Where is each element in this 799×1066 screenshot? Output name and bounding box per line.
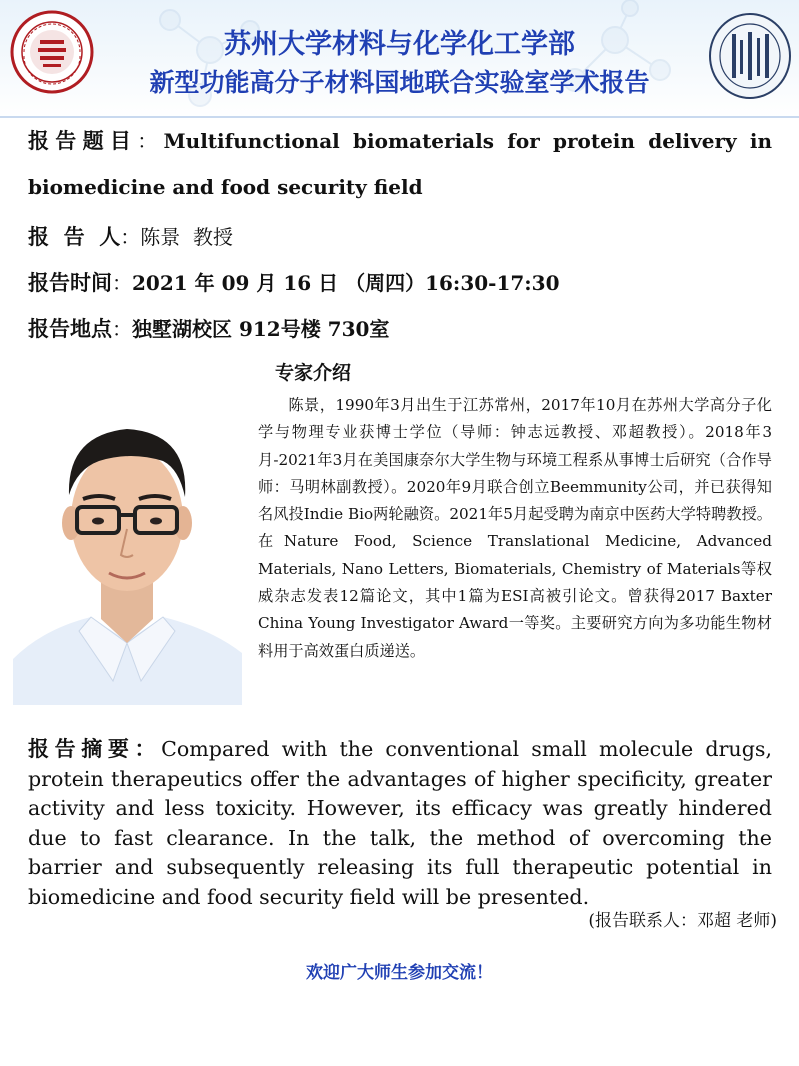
time-text: 2021 年 09 月 16 日 （周四）16:30-17:30: [132, 271, 560, 295]
report-place: [28, 313, 389, 343]
abstract-label: 报告摘要：: [28, 737, 162, 761]
report-topic: [28, 118, 772, 210]
expert-bio: 陈景，1990年3月出生于江苏常州，2017年10月在苏州大学高分子化学与物理专业获博士学位（导师：钟志远教授、邓超教授）。2018年3月-2021年3月在美国康奈尔大学生物与环境工程系从事博士后研究（合作导师：马明林副教授）。2020年9月联合创立Beemmunity公司，并已获得知名风投Indie Bio两轮融资。2021年5月起受聘为南京中医药大学特聘教授。在Nature Food, Science Translational Medicine, Advanced Materials, Nano Letters, Biomaterials, Chemistry of Materials等权威杂志发表12篇论文，其中1篇为ESI高被引论文。曾获得2017 Baxter China Young Investigator Award一等奖。主要研究方向为多功能生物材料用于高效蛋白质递送。: [258, 396, 772, 660]
speaker-text: 陈景 教授: [140, 225, 233, 249]
time-separator: ：: [112, 271, 132, 295]
place-text: 独墅湖校区 912号楼 730室: [132, 317, 390, 341]
speaker-photo: [13, 391, 242, 705]
place-separator: ：: [112, 317, 132, 341]
topic-separator: ：: [137, 129, 164, 153]
speaker-label: 报 告 人: [28, 225, 121, 249]
expert-section-title: 专家介绍: [275, 362, 352, 384]
report-speaker: [28, 221, 233, 251]
place-label: 报告地点: [28, 317, 112, 341]
report-time: [28, 267, 560, 297]
topic-label: 报告题目: [28, 129, 138, 153]
abstract-text: Compared with the conventional small molecule drugs, protein therapeutics offer the advantages of higher specificity, greater activity and less toxicity. However, its efficacy was greatly hindered due to fast clearance. In the talk, the method of overcoming the barrier and subsequently releasing its full therapeutic potential in biomedicine and food security field will be presented.: [28, 737, 772, 909]
time-label: 报告时间: [28, 271, 112, 295]
report-abstract: [28, 735, 772, 913]
header-title-line1: 苏州大学材料与化学化工学部: [224, 29, 575, 60]
speaker-separator: ：: [120, 225, 141, 249]
header-title-line2: 新型功能高分子材料国地联合实验室学术报告: [149, 68, 650, 97]
contact-person: (报告联系人：邓超 老师): [588, 911, 777, 931]
welcome-message: 欢迎广大师生参加交流！: [306, 963, 493, 983]
topic-text: Multifunctional biomaterials for protein delivery in biomedicine and food security field: [28, 129, 773, 199]
